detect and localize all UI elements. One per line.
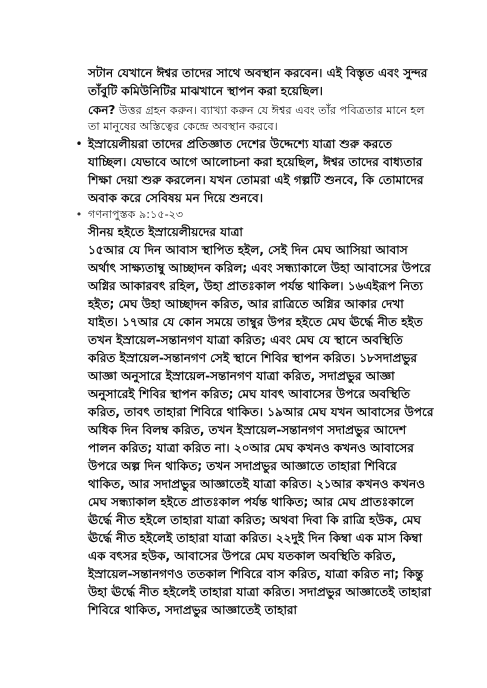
intro-paragraph — [88, 64, 434, 100]
why-label: কেন? — [88, 103, 116, 117]
bullet-marker: • — [75, 208, 83, 221]
bullet-marker: • — [75, 137, 83, 151]
document-content — [75, 64, 434, 619]
intro-text: সটান যেখানে ঈশ্বর তাদের সাথে অবস্থান করবেন। এই বিস্তৃত এবং সুন্দর তাঁবুটি কমিউনিটির মাঝখানে স্থাপন করা হয়েছিল। — [88, 66, 428, 98]
bullet-text: ইস্রায়েলীয়রা তাদের প্রতিজ্ঞাত দেশের উদ্দেশ্যে যাত্রা শুরু করতে যাচ্ছিল। যেভাবে আগে আলোচনা করা হয়েছিল, ঈশ্বর তাদের বাধ্যতার শিক্ষা দেয়া শুরু করলেন। যখন তোমরা এই গল্পটি শুনবে, কি তোমাদের অবাক করে সেবিষয় মন দিয়ে শুনবে। — [88, 137, 424, 205]
scripture-reference: গণনাপুস্তক ৯:১৫-২৩ — [88, 208, 184, 221]
scripture-title: সীনয় হইতে ইস্রায়েলীয়দের যাত্রা — [88, 225, 243, 239]
why-text: উত্তর গ্রহন করুন। ব্যাখ্যা করুন যে ঈশ্বর এবং তাঁর পবিত্রতার মানে হল তা মানুষের অস্তিত্বের কেন্দ্রে অবস্থান করবে। — [88, 104, 425, 133]
bullet-item-scripture — [75, 207, 434, 619]
why-paragraph — [88, 101, 434, 135]
bullet-item-journey — [75, 135, 434, 207]
scripture-passage: ১৫আর যে দিন আবাস স্থাপিত হইল, সেই দিন মেঘ আসিয়া আবাস অর্থাৎ সাক্ষ্যতাম্বু আচ্ছাদন করিল; এবং সন্ধ্যাকালে উহা আবাসের উপরে অগ্নির আকারবৎ রহিল, উহা প্রাতঃকাল পর্যন্ত থাকিল। ১৬এইরূপ নিত্য হইত; মেঘ উহা আচ্ছাদন করিত, আর রাত্রিতে অগ্নির আকার দেখা যাইত। ১৭আর যে কোন সময়ে তাম্বুর উপর হইতে মেঘ ঊর্দ্ধে নীত হইত তখন ইস্রায়েল-সন্তানগণ যাত্রা করিত; এবং মেঘ যে স্থানে অবস্থিতি করিত ইস্রায়েল-সন্তানগণ সেই স্থানে শিবির স্থাপন করিত। ১৮সদাপ্রভুর আজ্ঞা অনুসারে ইস্রায়েল-সন্তানগণ যাত্রা করিত, সদাপ্রভুর আজ্ঞা অনুসারেই শিবির স্থাপন করিত; মেঘ যাবৎ আবাসের উপরে অবস্থিতি করিত, তাবৎ তাহারা শিবিরে থাকিত। ১৯আর মেঘ যখন আবাসের উপরে অধিক দিন বিলম্ব করিত, তখন ইস্রায়েল-সন্তানগণ সদাপ্রভুর আদেশ পালন করিত; যাত্রা করিত না। ২০আর মেঘ কখনও কখনও আবাসের উপরে অল্প দিন থাকিত; তখন সদাপ্রভুর আজ্ঞাতে তাহারা শিবিরে থাকিত, আর সদাপ্রভুর আজ্ঞাতেই যাত্রা করিত। ২১আর কখনও কখনও মেঘ সন্ধ্যাকাল হইতে প্রাতঃকাল পর্যন্ত থাকিত; আর মেঘ প্রাতঃকালে ঊর্দ্ধে নীত হইলে তাহারা যাত্রা করিত; অথবা দিবা কি রাত্রি হউক, মেঘ ঊর্দ্ধে নীত হইলেই তাহারা যাত্রা করিত। ২২দুই দিন কিম্বা এক মাস কিম্বা এক বৎসর হউক, আবাসের উপরে মেঘ যতকাল অবস্থিতি করিত, ইস্রায়েল-সন্তানগণও ততকাল শিবিরে বাস করিত, যাত্রা করিত না; কিন্তু উহা ঊর্দ্ধে নীত হইলেই তাহারা যাত্রা করিত। সদাপ্রভুর আজ্ঞাতেই তাহারা শিবিরে থাকিত, সদাপ্রভুর আজ্ঞাতেই তাহারা — [88, 243, 434, 617]
